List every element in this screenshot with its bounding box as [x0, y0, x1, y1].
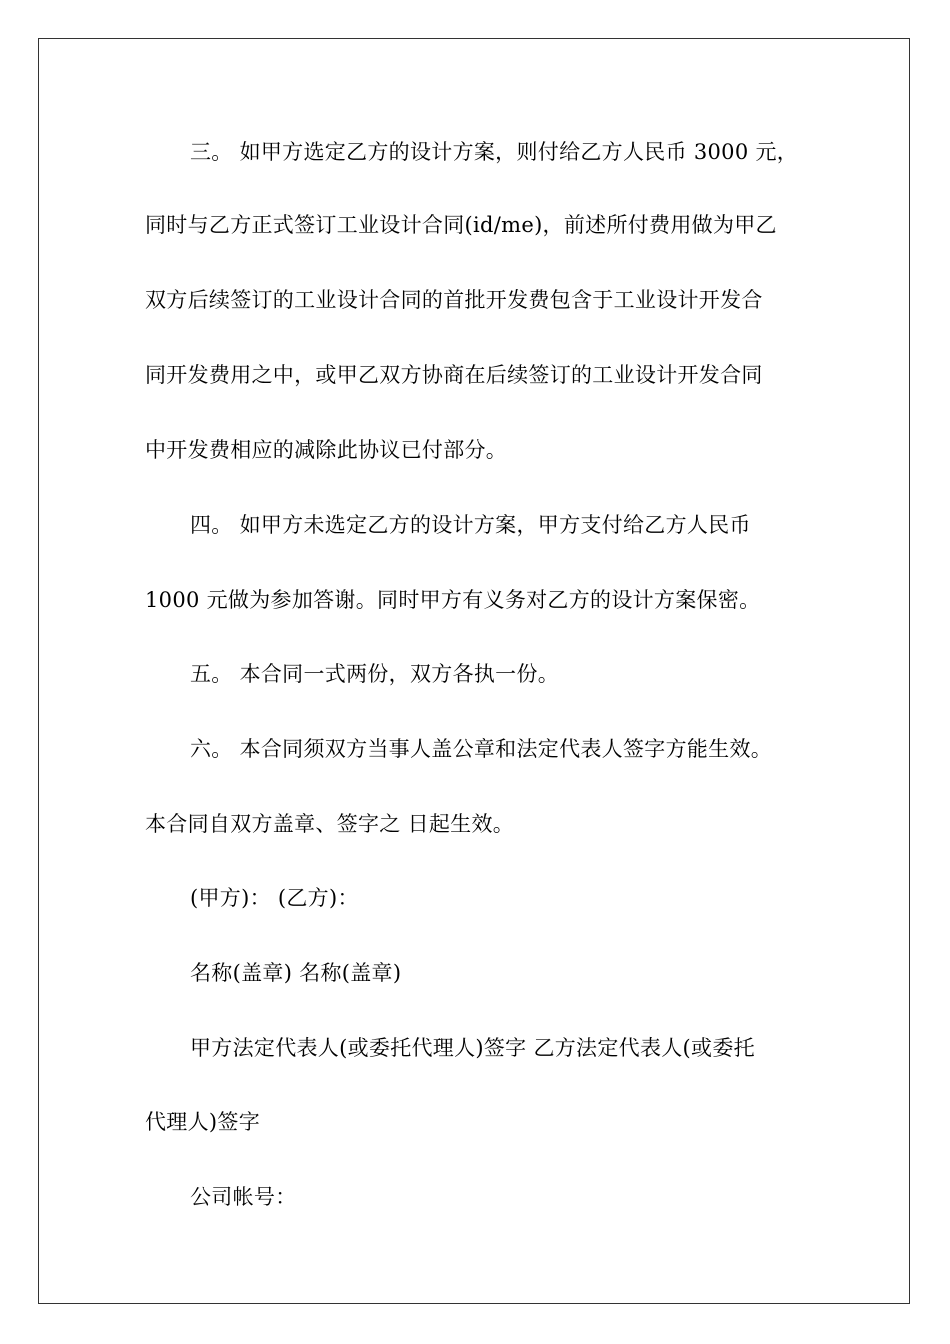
clause-6-line-1: 六。 本合同须双方当事人盖公章和法定代表人签字方能生效。	[190, 737, 773, 761]
clause-4-line-2: 1000 元做为参加答谢。同时甲方有义务对乙方的设计方案保密。	[145, 588, 761, 612]
signature-line-1: 甲方法定代表人(或委托代理人)签字 乙方法定代表人(或委托	[190, 1036, 755, 1060]
clause-5-line: 五。 本合同一式两份，双方各执一份。	[190, 662, 560, 686]
clause-3-line-2: 同时与乙方正式签订工业设计合同(id/me)，前述所付费用做为甲乙	[145, 213, 777, 237]
clause-4-line-1: 四。 如甲方未选定乙方的设计方案，甲方支付给乙方人民币	[190, 513, 751, 537]
clause-3-line-4: 同开发费用之中，或甲乙双方协商在后续签订的工业设计开发合同	[145, 363, 763, 387]
seal-name-line: 名称(盖章) 名称(盖章)	[190, 961, 402, 985]
clause-3-line-5: 中开发费相应的减除此协议已付部分。	[145, 438, 508, 462]
signature-line-2: 代理人)签字	[145, 1110, 260, 1134]
clause-3-line-1: 三。 如甲方选定乙方的设计方案，则付给乙方人民币 3000 元，	[190, 140, 799, 164]
clause-3-line-3: 双方后续签订的工业设计合同的首批开发费包含于工业设计开发合	[145, 288, 763, 312]
party-header-line: (甲方)： (乙方)：	[190, 886, 359, 910]
clause-6-line-2: 本合同自双方盖章、签字之 日起生效。	[145, 812, 515, 836]
account-line: 公司帐号：	[190, 1185, 297, 1209]
